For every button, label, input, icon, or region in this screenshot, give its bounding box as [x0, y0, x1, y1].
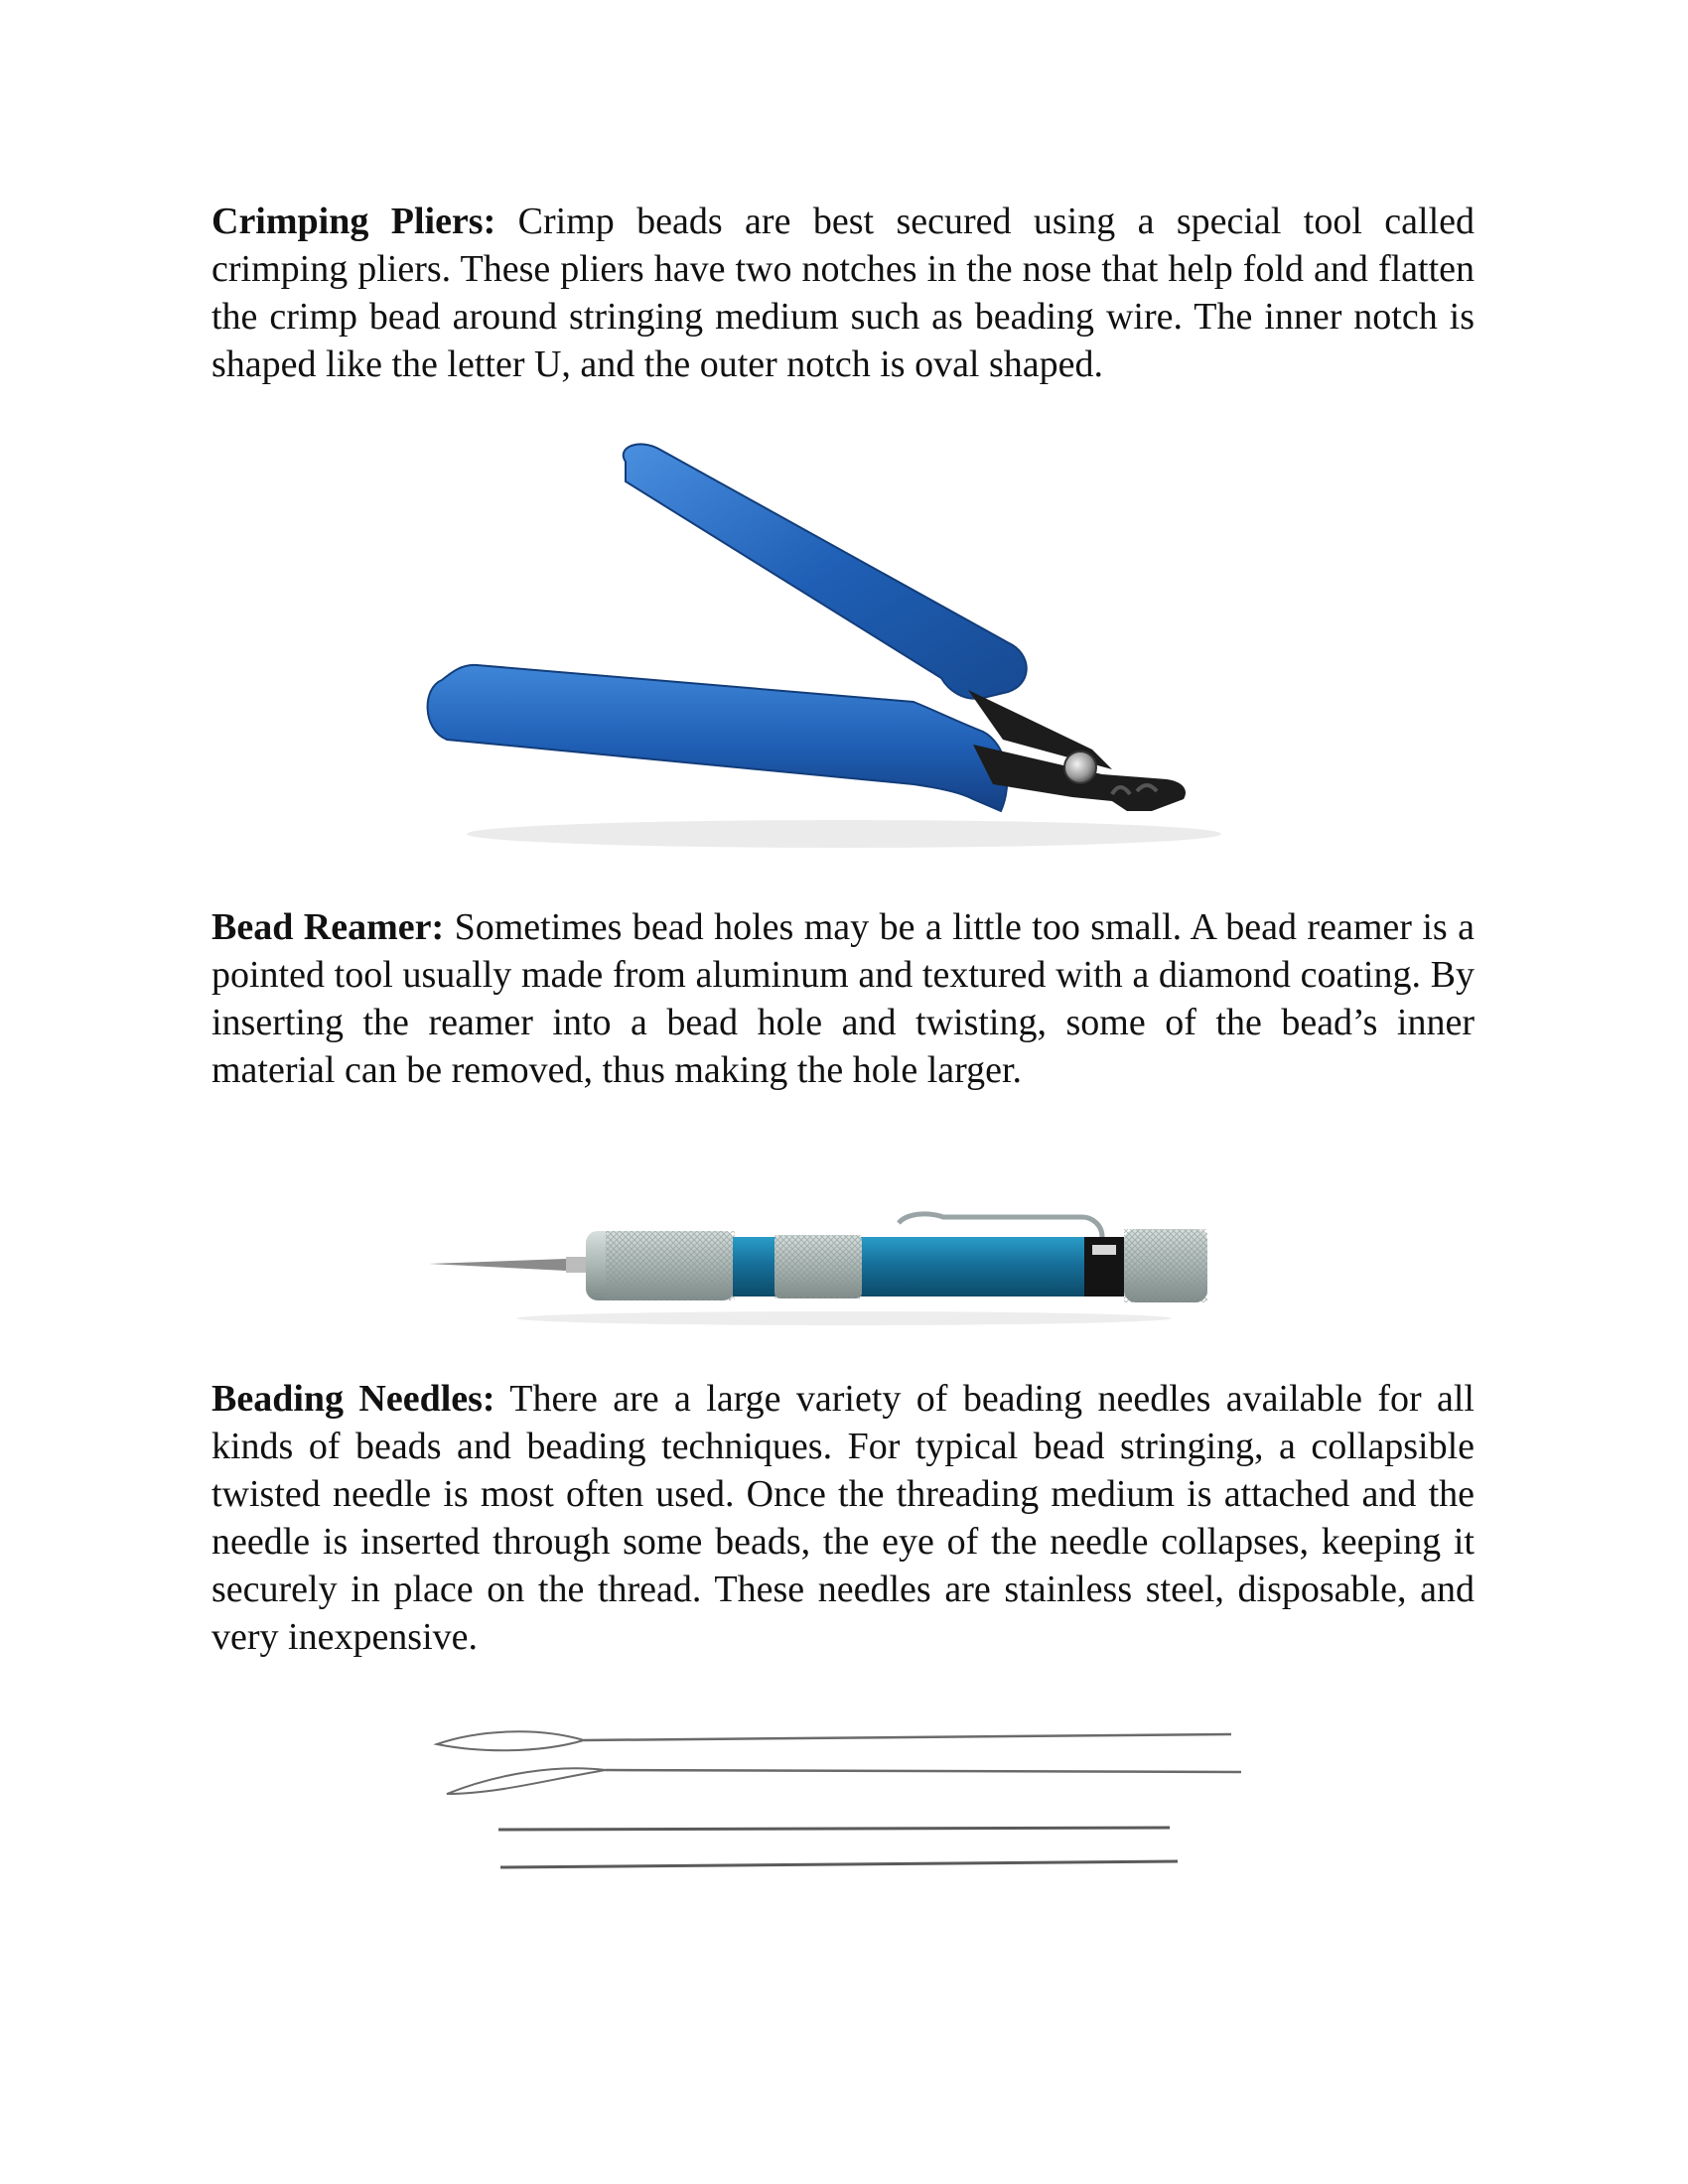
crimping-pliers-image — [417, 442, 1271, 859]
beading-needles-paragraph — [211, 1375, 1475, 1661]
bead-reamer-image — [417, 1201, 1271, 1330]
bead-reamer-description: Sometimes bead holes may be a little too small. A bead reamer is a pointed tool usually made from aluminum and textured with a diamond coating. By inserting the reamer into a bead hole and twisting, some of the bead’s inner material can be removed, thus making the hole larger. — [211, 906, 1475, 1091]
beading-needles-term: Beading Needles: — [211, 1378, 495, 1420]
bead-reamer-term: Bead Reamer: — [211, 906, 445, 948]
beading-needles-description: There are a large variety of beading needles available for all kinds of beads and beading techniques. For typical bead stringing, a collapsible twisted needle is most often used. Once the threading medium is attached and the needle is inserted through some beads, the eye of the needle collapses, keeping it securely in place on the thread. These needles are stainless steel, disposable, and very inexpensive. — [211, 1378, 1475, 1658]
crimping-pliers-term: Crimping Pliers: — [211, 201, 496, 242]
beading-needles-image — [417, 1712, 1271, 1891]
crimping-pliers-description: Crimp beads are best secured using a special tool called crimping pliers. These pliers have two notches in the nose that help fold and flatten the crimp bead around stringing medium such as beading wire. The inner notch is shaped like the letter U, and the outer notch is oval shaped. — [211, 201, 1475, 385]
bead-reamer-paragraph — [211, 903, 1475, 1094]
crimping-pliers-paragraph — [211, 198, 1475, 388]
